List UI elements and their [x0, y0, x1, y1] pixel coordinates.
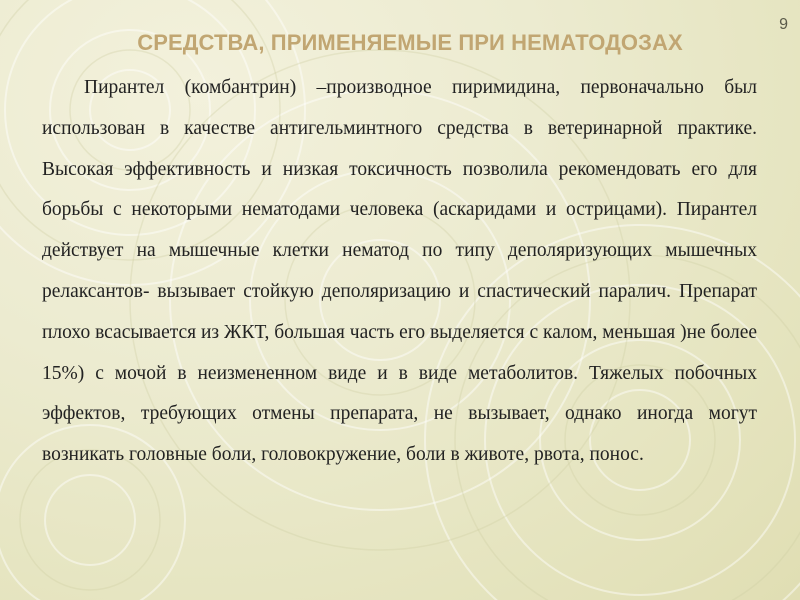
slide-title: СРЕДСТВА, ПРИМЕНЯЕМЫЕ ПРИ НЕМАТОДОЗАХ [137, 30, 683, 55]
page-number: 9 [779, 16, 788, 33]
body-paragraph: Пирантел (комбантрин) –производное пиримидина, первоначально был использован в качестве антигельминтного средства в ветеринарной практике. Высокая эффективность и низкая токсичность позволила рекомендовать его для борьбы с некоторыми нематодами человека (аскаридами и острицами). Пирантел действует на мышечные клетки нематод по типу деполяризующих мышечных релаксантов- вызывает стойкую деполяризацию и спастический паралич. Препарат плохо всасывается из ЖКТ, большая часть его выделяется с калом, меньшая )не более 15%) с мочой в неизмененном виде и в виде метаболитов. Тяжелых побочных эффектов, требующих отмены препарата, не вызывает, однако иногда могут возникать головные боли, головокружение, боли в животе, рвота, понос. [42, 77, 757, 466]
